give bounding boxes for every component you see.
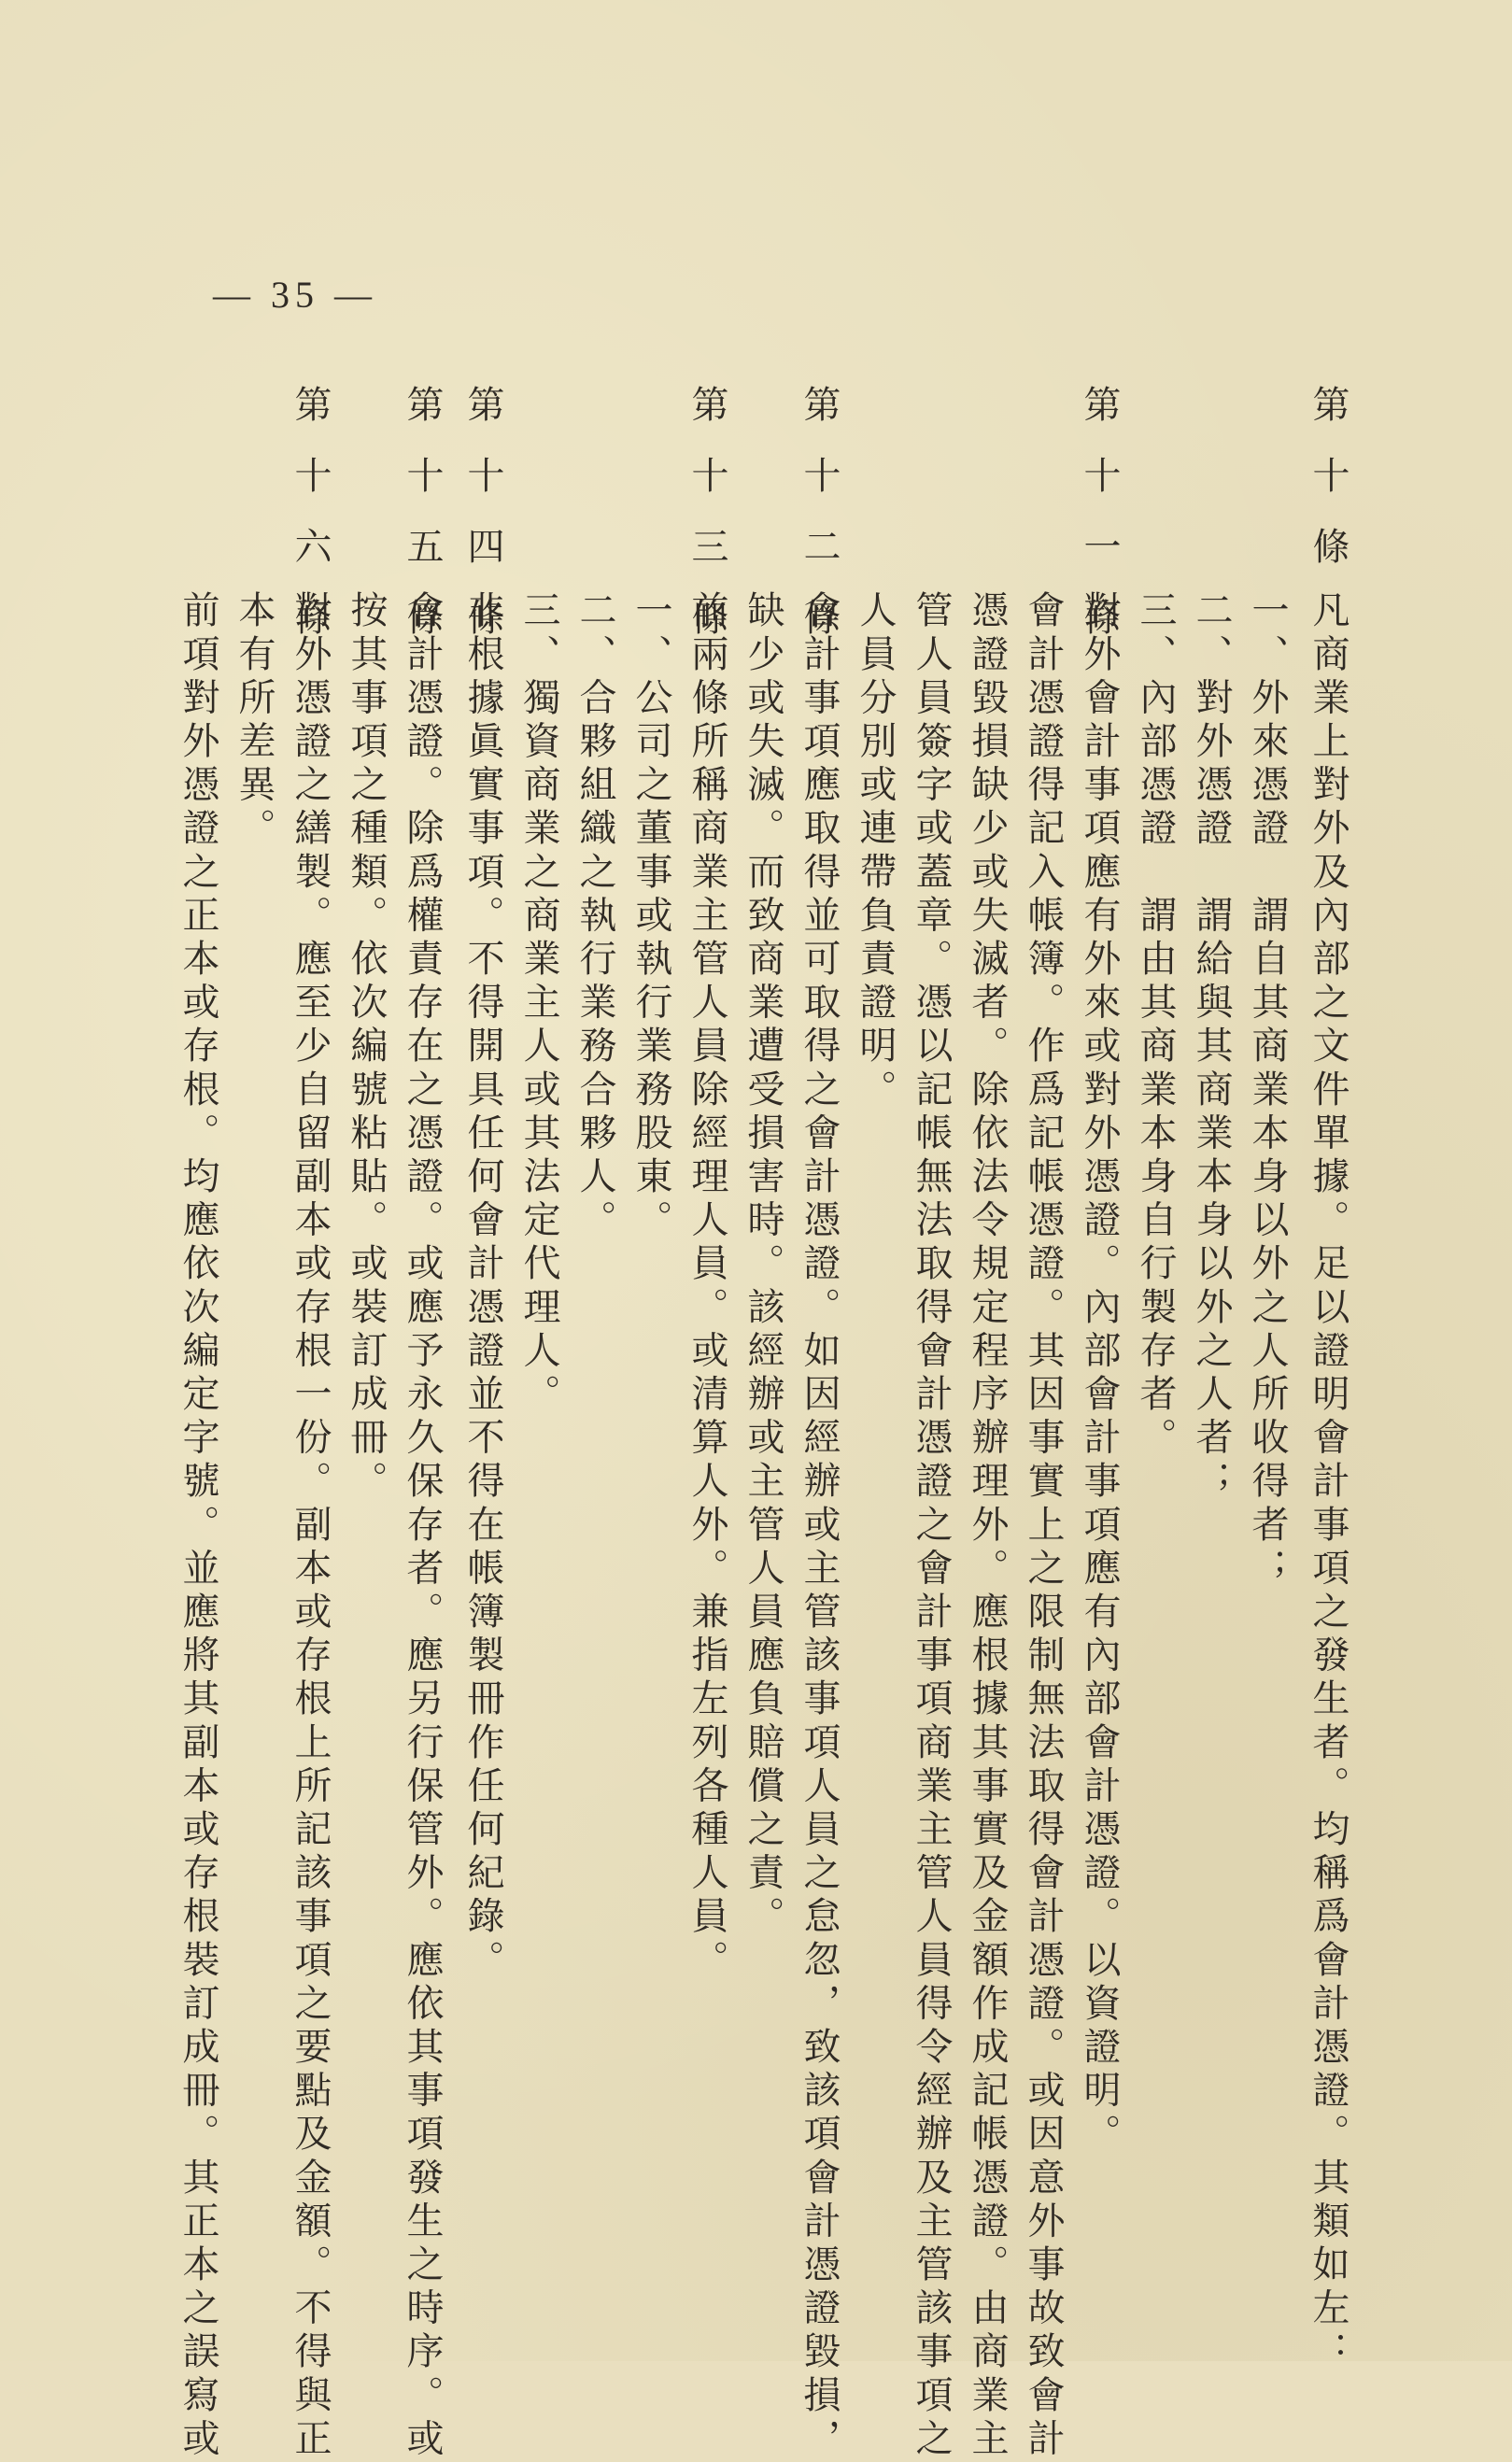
- article-12-line-2: 缺少或失滅。而致商業遭受損害時。該經辦或主管人員應負賠償之責。: [742, 590, 784, 1940]
- article-10-heading: 第十條: [1307, 385, 1349, 598]
- article-13-item-2: 二、合夥組織之執行業務合夥人。: [573, 590, 616, 1243]
- article-12-heading: 第十二條: [798, 385, 841, 669]
- article-15-line-2: 按其事項之種類。依次編號粘貼。或裝訂成冊。: [345, 590, 388, 1505]
- page-number: — 35 —: [213, 274, 377, 316]
- article-10-item-3: 三、內部憑證 謂由其商業本身自行製存者。: [1134, 590, 1177, 1461]
- article-15-heading: 第十五條: [401, 385, 444, 669]
- article-16-heading: 第十六條: [289, 385, 332, 669]
- article-11-heading: 第十一條: [1078, 385, 1121, 669]
- article-16-line-1: 對外憑證之繕製。應至少自留副本或存根一份。副本或存根上所記該事項之要點及金額。不得與正: [289, 590, 332, 2462]
- article-11-line-5: 人員分別或連帶負責證明。: [854, 590, 897, 1113]
- article-14-heading: 第十四條: [461, 385, 504, 669]
- article-13-item-1: 一、公司之董事或執行業務股東。: [629, 590, 672, 1243]
- article-13-heading: 第十三條: [685, 385, 728, 669]
- article-16-line-3: 前項對外憑證之正本或存根。均應依次編定字號。並應將其副本或存根裝訂成冊。其正本之誤寫或: [177, 590, 219, 2462]
- article-10-line-1: 凡商業上對外及內部之文件單據。足以證明會計事項之發生者。均稱爲會計憑證。其類如左：: [1307, 590, 1349, 2375]
- article-13-line-1: 前兩條所稱商業主管人員除經理人員。或清算人外。兼指左列各種人員。: [685, 590, 728, 1984]
- article-11-line-2: 會計憑證得記入帳簿。作爲記帳憑證。其因事實上之限制無法取得會計憑證。或因意外事故致會計: [1022, 590, 1065, 2462]
- article-14-line-1: 非根據眞實事項。不得開具任何會計憑證並不得在帳簿製冊作任何紀錄。: [461, 590, 504, 1984]
- article-10-item-2: 二、對外憑證 謂給與其商業本身以外之人者；: [1190, 590, 1233, 1505]
- article-10-item-1: 一、外來憑證 謂自其商業本身以外之人所收得者；: [1246, 590, 1289, 1592]
- article-11-line-1: 對外會計事項應有外來或對外憑證。內部會計事項應有內部會計憑證。以資證明。: [1078, 590, 1121, 2158]
- article-15-line-1: 會計憑證。除爲權責存在之憑證。或應予永久保存者。應另行保管外。應依其事項發生之時序。或: [401, 590, 444, 2462]
- article-13-item-3: 三、獨資商業之商業主人或其法定代理人。: [517, 590, 560, 1418]
- article-12-line-1: 會計事項應取得並可取得之會計憑證。如因經辦或主管該事項人員之怠忽，致該項會計憑證毀損，: [798, 590, 841, 2462]
- article-11-line-3: 憑證毀損缺少或失滅者。除依法令規定程序辦理外。應根據其事實及金額作成記帳憑證。由商業主: [966, 590, 1009, 2462]
- article-16-line-2: 本有所差異。: [233, 590, 276, 852]
- article-11-line-4: 管人員簽字或蓋章。憑以記帳無法取得會計憑證之會計事項商業主管人員得令經辦及主管該事項之: [910, 590, 953, 2462]
